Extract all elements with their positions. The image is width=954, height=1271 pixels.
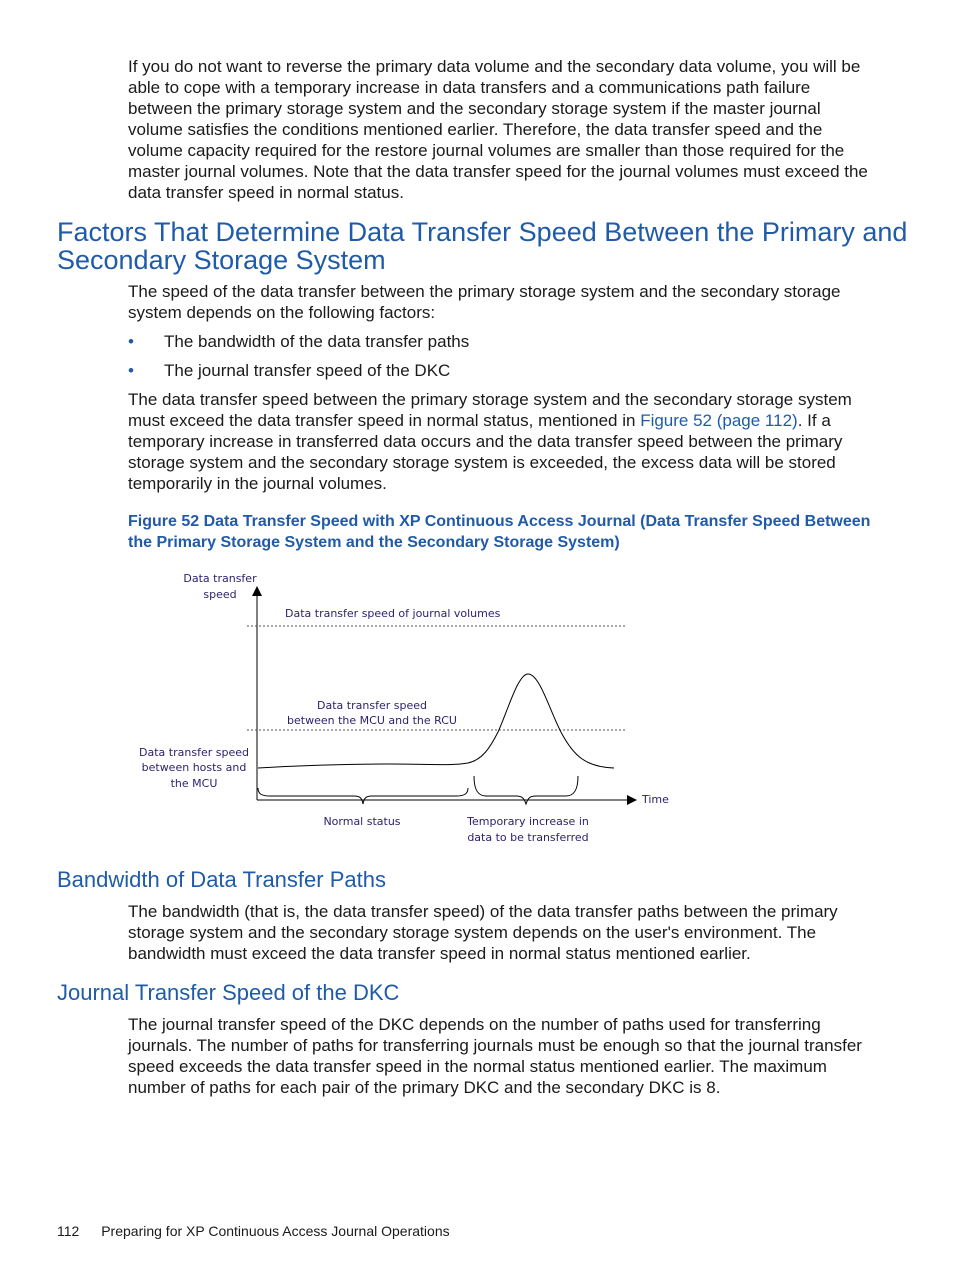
bandwidth-paragraph: The bandwidth (that is, the data transfer speed) of the data transfer paths between the primary storage system and the secondary storage system depends on the user's environment. The bandwidth must exceed the data transfer speed in normal status mentioned earlier.	[128, 902, 838, 963]
normal-status-brace	[258, 788, 468, 804]
paragraph-text: . If a temporary increase in transferred data occurs and the data transfer speed between the primary storage system and the secondary storage system is exceeded, the excess data will be stored temporarily in the journal volumes.	[128, 411, 843, 493]
page-footer	[57, 1223, 450, 1239]
list-item-text: The bandwidth of the data transfer paths	[164, 332, 470, 351]
footer-title: Preparing for XP Continuous Access Journal Operations	[101, 1223, 450, 1239]
factors-list	[128, 331, 870, 389]
bullet-icon: •	[128, 361, 134, 380]
page-number: 112	[57, 1223, 80, 1239]
list-item	[128, 331, 870, 352]
mcu-rcu-label: between the MCU and the RCU	[287, 714, 457, 727]
hosts-mcu-label: the MCU	[170, 777, 218, 790]
bullet-icon: •	[128, 332, 134, 351]
y-axis-label: Data transfer	[183, 572, 257, 585]
temporary-increase-label: data to be transferred	[467, 831, 589, 844]
factors-intro-paragraph: The speed of the data transfer between the primary storage system and the secondary storage system depends on the following factors:	[128, 282, 841, 322]
figure-reference-link[interactable]: Figure 52 (page 112)	[640, 411, 798, 430]
figure-caption: Figure 52 Data Transfer Speed with XP Continuous Access Journal (Data Transfer Speed Between the Primary Storage System and the Secondary Storage System)	[128, 513, 871, 551]
list-item-text: The journal transfer speed of the DKC	[164, 361, 451, 380]
intro-paragraph: If you do not want to reverse the primary data volume and the secondary data volume, you will be able to cope with a temporary increase in data transfers and a communications path failure between the primary storage system and the secondary storage system if the master journal volume satisfies the conditions mentioned earlier. Therefore, the data transfer speed and the volume capacity required for the restore journal volumes are smaller than those required for the master journal volumes. Note that the data transfer speed for the journal volumes must exceed the data transfer speed in normal status.	[128, 57, 868, 202]
hosts-mcu-label: Data transfer speed	[139, 746, 249, 759]
section-heading-bandwidth: Bandwidth of Data Transfer Paths	[57, 867, 386, 892]
x-axis-arrow	[627, 795, 637, 805]
mcu-rcu-label: Data transfer speed	[317, 699, 427, 712]
section-heading-factors: Factors That Determine Data Transfer Speed Between the Primary and Secondary Storage System	[57, 217, 908, 275]
transfer-speed-diagram	[130, 562, 690, 852]
normal-status-label: Normal status	[323, 815, 401, 828]
list-item	[128, 360, 870, 381]
hosts-mcu-label: between hosts and	[141, 761, 247, 774]
section-heading-journal-speed: Journal Transfer Speed of the DKC	[57, 980, 400, 1005]
y-axis-label: speed	[203, 588, 237, 601]
y-axis-arrow	[252, 586, 262, 596]
journal-speed-paragraph: The journal transfer speed of the DKC depends on the number of paths used for transferring journals. The number of paths for transferring journals must be enough so that the journal transfer speed exceeds the data transfer speed in the normal status mentioned earlier. The maximum number of paths for each pair of the primary DKC and the secondary DKC is 8.	[128, 1015, 862, 1097]
paragraph-text: The data transfer speed between the primary storage system and the secondary storage system must exceed the data transfer speed in normal status, mentioned in	[128, 390, 852, 430]
journal-speed-label: Data transfer speed of journal volumes	[285, 607, 501, 620]
temporary-increase-label: Temporary increase in	[467, 815, 589, 828]
x-axis-label: Time	[642, 793, 669, 806]
factors-detail-paragraph	[128, 389, 870, 494]
